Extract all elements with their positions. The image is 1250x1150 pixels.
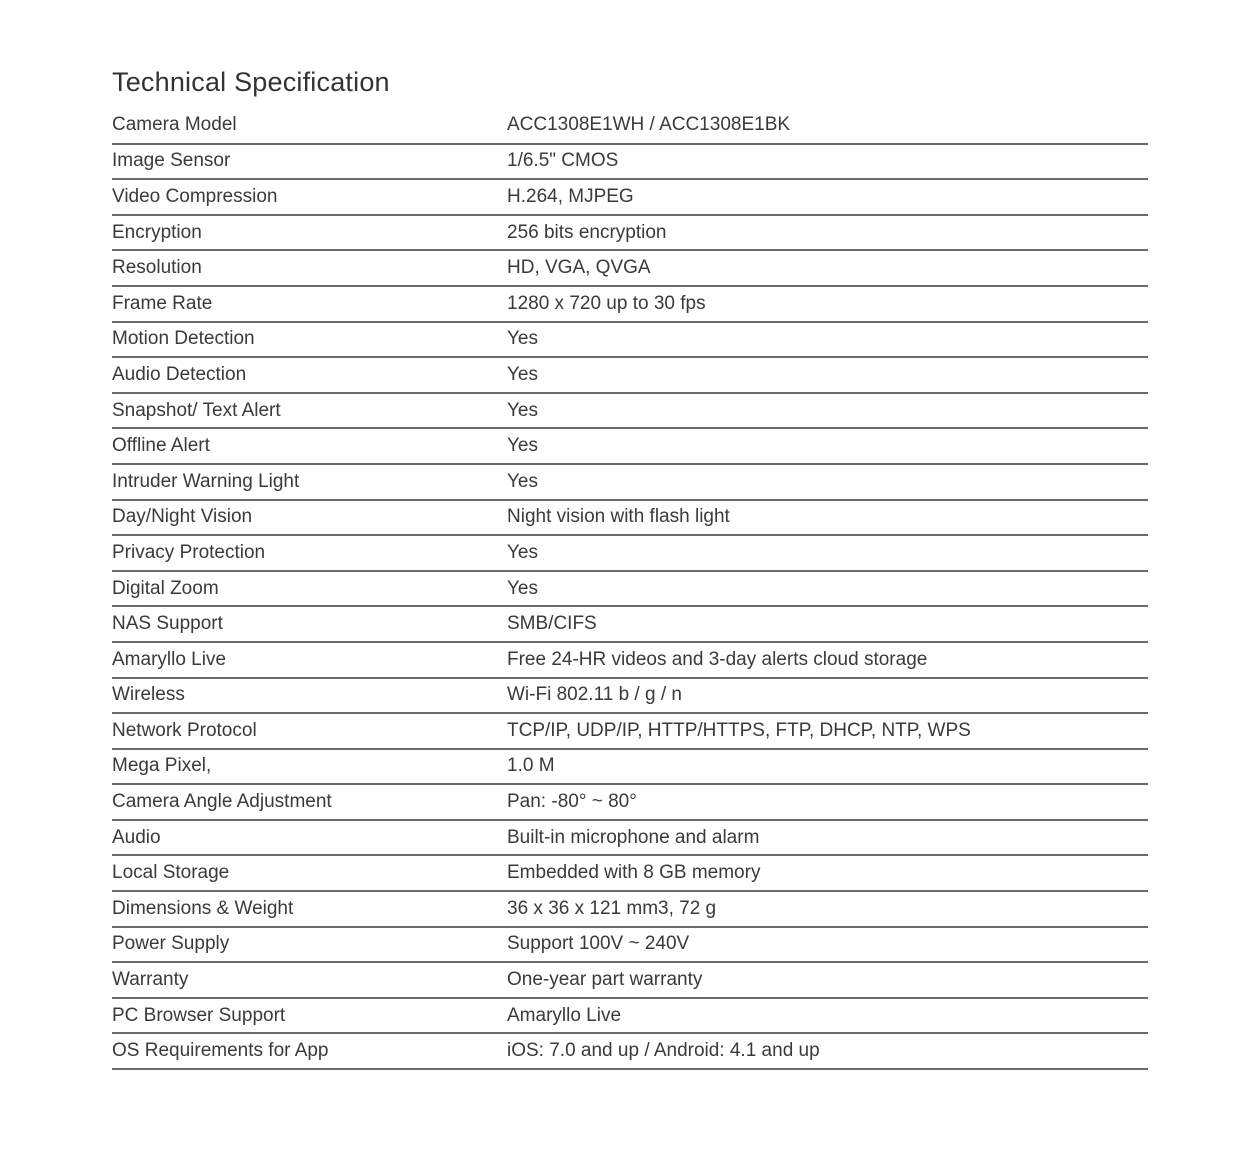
spec-label: PC Browser Support xyxy=(112,998,507,1034)
spec-label: Privacy Protection xyxy=(112,535,507,571)
table-row xyxy=(112,713,1148,749)
spec-label: NAS Support xyxy=(112,606,507,642)
spec-value: H.264, MJPEG xyxy=(507,179,1148,215)
spec-value: Yes xyxy=(507,571,1148,607)
table-row xyxy=(112,855,1148,891)
spec-value: Yes xyxy=(507,464,1148,500)
spec-label: Power Supply xyxy=(112,927,507,963)
table-row xyxy=(112,678,1148,714)
table-row xyxy=(112,179,1148,215)
spec-label: Snapshot/ Text Alert xyxy=(112,393,507,429)
spec-label: Day/Night Vision xyxy=(112,500,507,536)
spec-label: Local Storage xyxy=(112,855,507,891)
table-row xyxy=(112,606,1148,642)
table-row xyxy=(112,535,1148,571)
spec-value: Yes xyxy=(507,428,1148,464)
table-row xyxy=(112,144,1148,180)
spec-label: Offline Alert xyxy=(112,428,507,464)
spec-label: Mega Pixel, xyxy=(112,749,507,785)
spec-label: Image Sensor xyxy=(112,144,507,180)
spec-value: iOS: 7.0 and up / Android: 4.1 and up xyxy=(507,1033,1148,1069)
table-row xyxy=(112,286,1148,322)
table-row xyxy=(112,500,1148,536)
table-row xyxy=(112,927,1148,963)
spec-label: Motion Detection xyxy=(112,322,507,358)
spec-label: Video Compression xyxy=(112,179,507,215)
table-row xyxy=(112,749,1148,785)
table-row xyxy=(112,962,1148,998)
spec-value: One-year part warranty xyxy=(507,962,1148,998)
spec-label: OS Requirements for App xyxy=(112,1033,507,1069)
spec-value: Embedded with 8 GB memory xyxy=(507,855,1148,891)
spec-label: Camera Model xyxy=(112,108,507,144)
spec-value: 36 x 36 x 121 mm3, 72 g xyxy=(507,891,1148,927)
spec-label: Camera Angle Adjustment xyxy=(112,784,507,820)
spec-value: 256 bits encryption xyxy=(507,215,1148,251)
table-row xyxy=(112,642,1148,678)
spec-value: Yes xyxy=(507,357,1148,393)
table-row xyxy=(112,357,1148,393)
spec-label: Amaryllo Live xyxy=(112,642,507,678)
table-row xyxy=(112,250,1148,286)
table-row xyxy=(112,571,1148,607)
spec-value: Pan: -80° ~ 80° xyxy=(507,784,1148,820)
spec-label: Digital Zoom xyxy=(112,571,507,607)
spec-value: 1/6.5" CMOS xyxy=(507,144,1148,180)
spec-value: TCP/IP, UDP/IP, HTTP/HTTPS, FTP, DHCP, NTP, WPS xyxy=(507,713,1148,749)
spec-label: Audio Detection xyxy=(112,357,507,393)
section-title: Technical Specification xyxy=(112,67,390,97)
spec-value: Night vision with flash light xyxy=(507,500,1148,536)
spec-value: Support 100V ~ 240V xyxy=(507,927,1148,963)
table-row xyxy=(112,784,1148,820)
spec-label: Warranty xyxy=(112,962,507,998)
spec-value: Yes xyxy=(507,322,1148,358)
table-row xyxy=(112,428,1148,464)
technical-specification-section xyxy=(112,60,1148,1070)
table-row xyxy=(112,464,1148,500)
spec-label: Network Protocol xyxy=(112,713,507,749)
spec-value: HD, VGA, QVGA xyxy=(507,250,1148,286)
spec-label: Dimensions & Weight xyxy=(112,891,507,927)
table-row xyxy=(112,891,1148,927)
spec-value: Wi-Fi 802.11 b / g / n xyxy=(507,678,1148,714)
spec-label: Intruder Warning Light xyxy=(112,464,507,500)
spec-label: Wireless xyxy=(112,678,507,714)
spec-label: Frame Rate xyxy=(112,286,507,322)
spec-value: Yes xyxy=(507,393,1148,429)
table-row xyxy=(112,108,1148,144)
spec-value: SMB/CIFS xyxy=(507,606,1148,642)
spec-table xyxy=(112,108,1148,1070)
spec-label: Resolution xyxy=(112,250,507,286)
spec-value: 1280 x 720 up to 30 fps xyxy=(507,286,1148,322)
spec-value: ACC1308E1WH / ACC1308E1BK xyxy=(507,108,1148,144)
spec-value: Built-in microphone and alarm xyxy=(507,820,1148,856)
table-row xyxy=(112,393,1148,429)
table-row xyxy=(112,998,1148,1034)
spec-value: Amaryllo Live xyxy=(507,998,1148,1034)
spec-value: Free 24-HR videos and 3-day alerts cloud storage xyxy=(507,642,1148,678)
spec-value: 1.0 M xyxy=(507,749,1148,785)
spec-value: Yes xyxy=(507,535,1148,571)
spec-label: Encryption xyxy=(112,215,507,251)
table-row xyxy=(112,322,1148,358)
spec-label: Audio xyxy=(112,820,507,856)
table-row xyxy=(112,820,1148,856)
table-row xyxy=(112,1033,1148,1069)
spec-table-body xyxy=(112,108,1148,1069)
table-row xyxy=(112,215,1148,251)
